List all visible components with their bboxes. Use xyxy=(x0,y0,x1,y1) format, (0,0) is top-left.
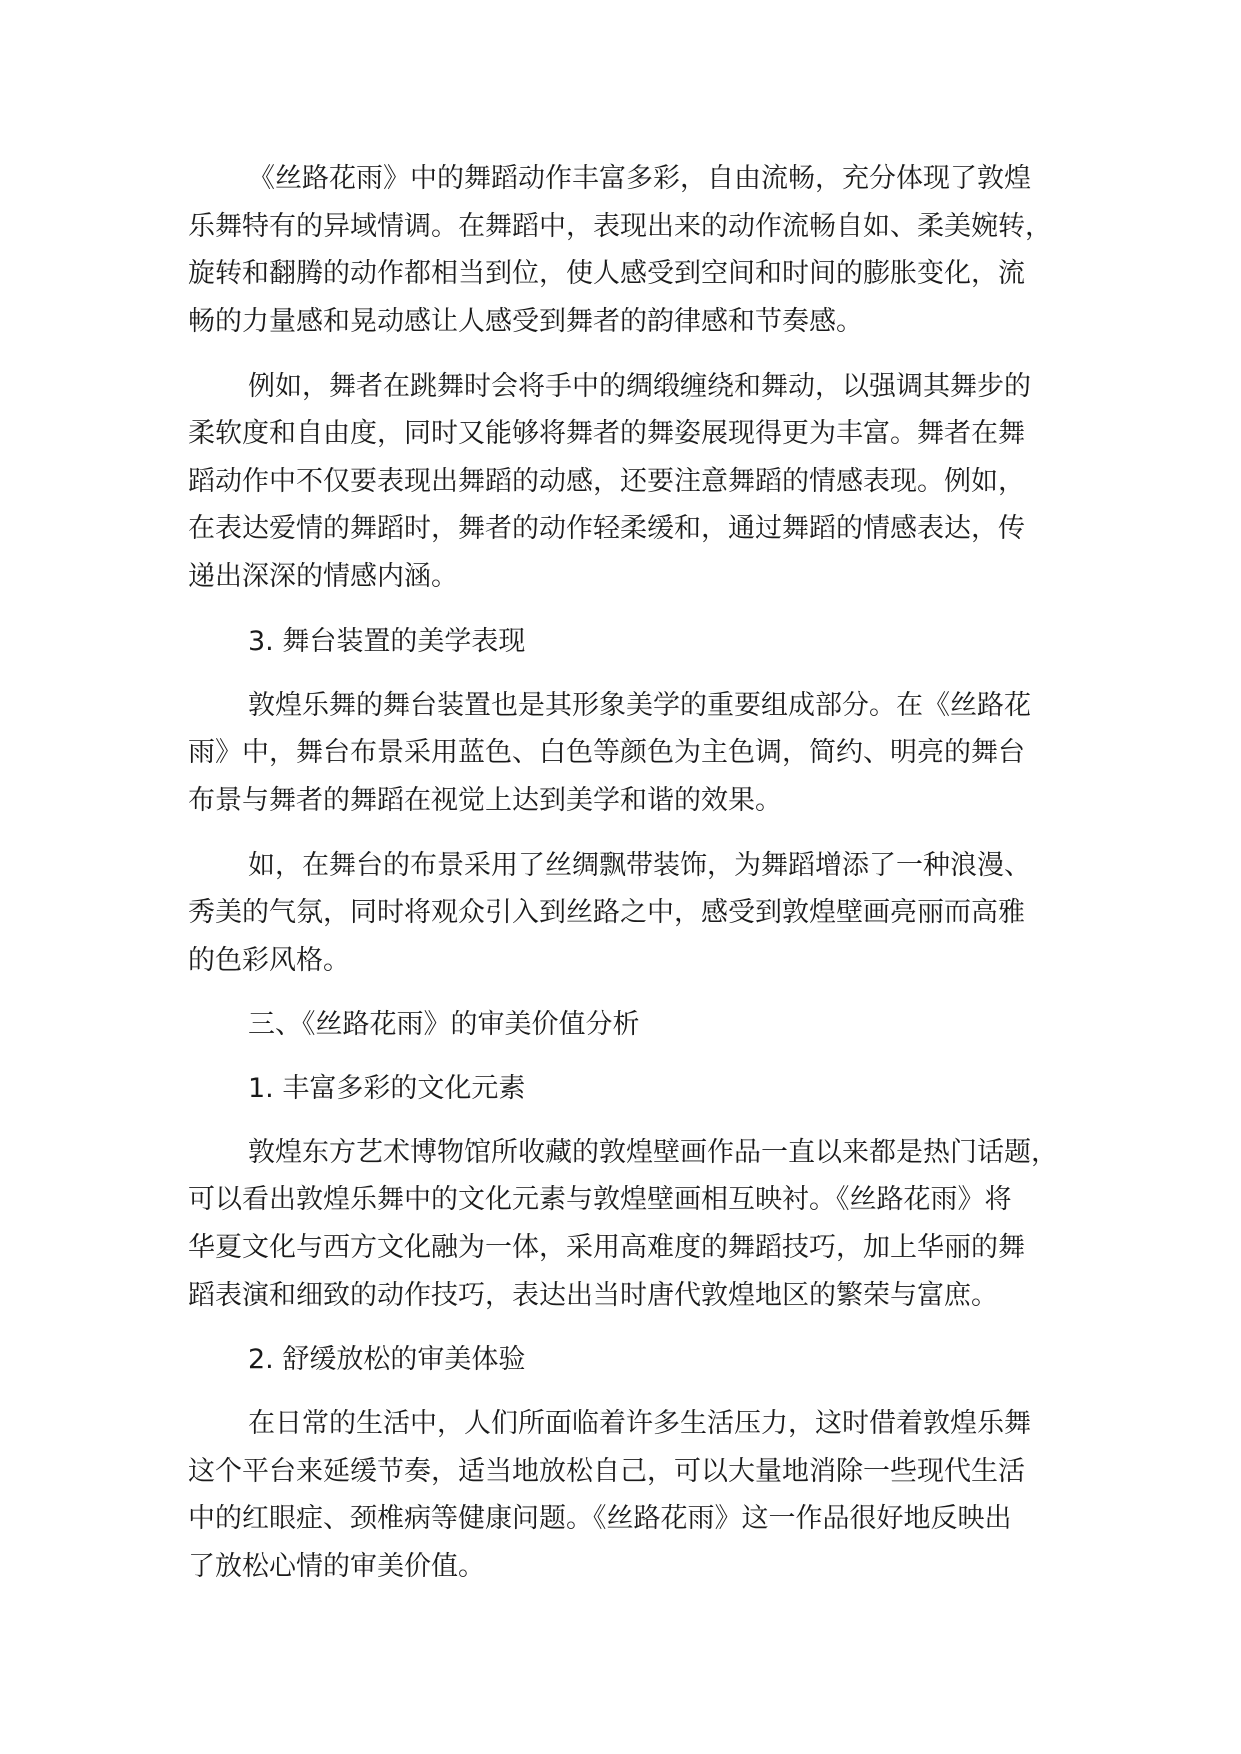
text-line: 这个平台来延缓节奏，适当地放松自己，可以大量地消除一些现代生活 xyxy=(188,1456,1025,1487)
section-heading: 2. 舒缓放松的审美体验 xyxy=(248,1344,526,1375)
text-line: 例如，舞者在跳舞时会将手中的绸缎缠绕和舞动，以强调其舞步的 xyxy=(248,371,1031,402)
text-line: 在日常的生活中，人们所面临着许多生活压力，这时借着敦煌乐舞 xyxy=(248,1408,1031,1439)
section-heading: 3. 舞台装置的美学表现 xyxy=(248,626,526,657)
section-heading: 1. 丰富多彩的文化元素 xyxy=(248,1073,526,1104)
text-line: 秀美的气氛，同时将观众引入到丝路之中，感受到敦煌壁画亮丽而高雅 xyxy=(188,897,1025,928)
text-line: 旋转和翻腾的动作都相当到位，使人感受到空间和时间的膨胀变化，流 xyxy=(188,258,1025,289)
text-line: 《丝路花雨》中的舞蹈动作丰富多彩，自由流畅，充分体现了敦煌 xyxy=(248,163,1031,194)
text-line: 雨》中，舞台布景采用蓝色、白色等颜色为主色调，简约、明亮的舞台 xyxy=(188,737,1025,768)
text-line: 乐舞特有的异域情调。在舞蹈中，表现出来的动作流畅自如、柔美婉转， xyxy=(188,211,1052,242)
text-line: 敦煌乐舞的舞台装置也是其形象美学的重要组成部分。在《丝路花 xyxy=(248,690,1031,721)
text-line: 可以看出敦煌乐舞中的文化元素与敦煌壁画相互映衬。《丝路花雨》将 xyxy=(188,1184,1012,1215)
text-line: 柔软度和自由度，同时又能够将舞者的舞姿展现得更为丰富。舞者在舞 xyxy=(188,418,1025,449)
text-line: 畅的力量感和晃动感让人感受到舞者的韵律感和节奏感。 xyxy=(188,306,863,337)
text-line: 布景与舞者的舞蹈在视觉上达到美学和谐的效果。 xyxy=(188,785,782,816)
section-title: 三、《丝路花雨》的审美价值分析 xyxy=(248,1009,640,1040)
text-line: 中的红眼症、颈椎病等健康问题。《丝路花雨》这一作品很好地反映出 xyxy=(188,1503,1012,1534)
text-line: 如，在舞台的布景采用了丝绸飘带装饰，为舞蹈增添了一种浪漫、 xyxy=(248,850,1031,881)
text-line: 的色彩风格。 xyxy=(188,945,350,976)
text-line: 敦煌东方艺术博物馆所收藏的敦煌壁画作品一直以来都是热门话题， xyxy=(248,1137,1058,1168)
text-line: 蹈动作中不仅要表现出舞蹈的动感，还要注意舞蹈的情感表现。例如， xyxy=(188,466,1025,497)
text-line: 蹈表演和细致的动作技巧，表达出当时唐代敦煌地区的繁荣与富庶。 xyxy=(188,1280,998,1311)
text-line: 华夏文化与西方文化融为一体，采用高难度的舞蹈技巧，加上华丽的舞 xyxy=(188,1232,1025,1263)
text-line: 递出深深的情感内涵。 xyxy=(188,561,458,592)
text-line: 在表达爱情的舞蹈时，舞者的动作轻柔缓和，通过舞蹈的情感表达，传 xyxy=(188,513,1025,544)
text-line: 了放松心情的审美价值。 xyxy=(188,1551,485,1582)
